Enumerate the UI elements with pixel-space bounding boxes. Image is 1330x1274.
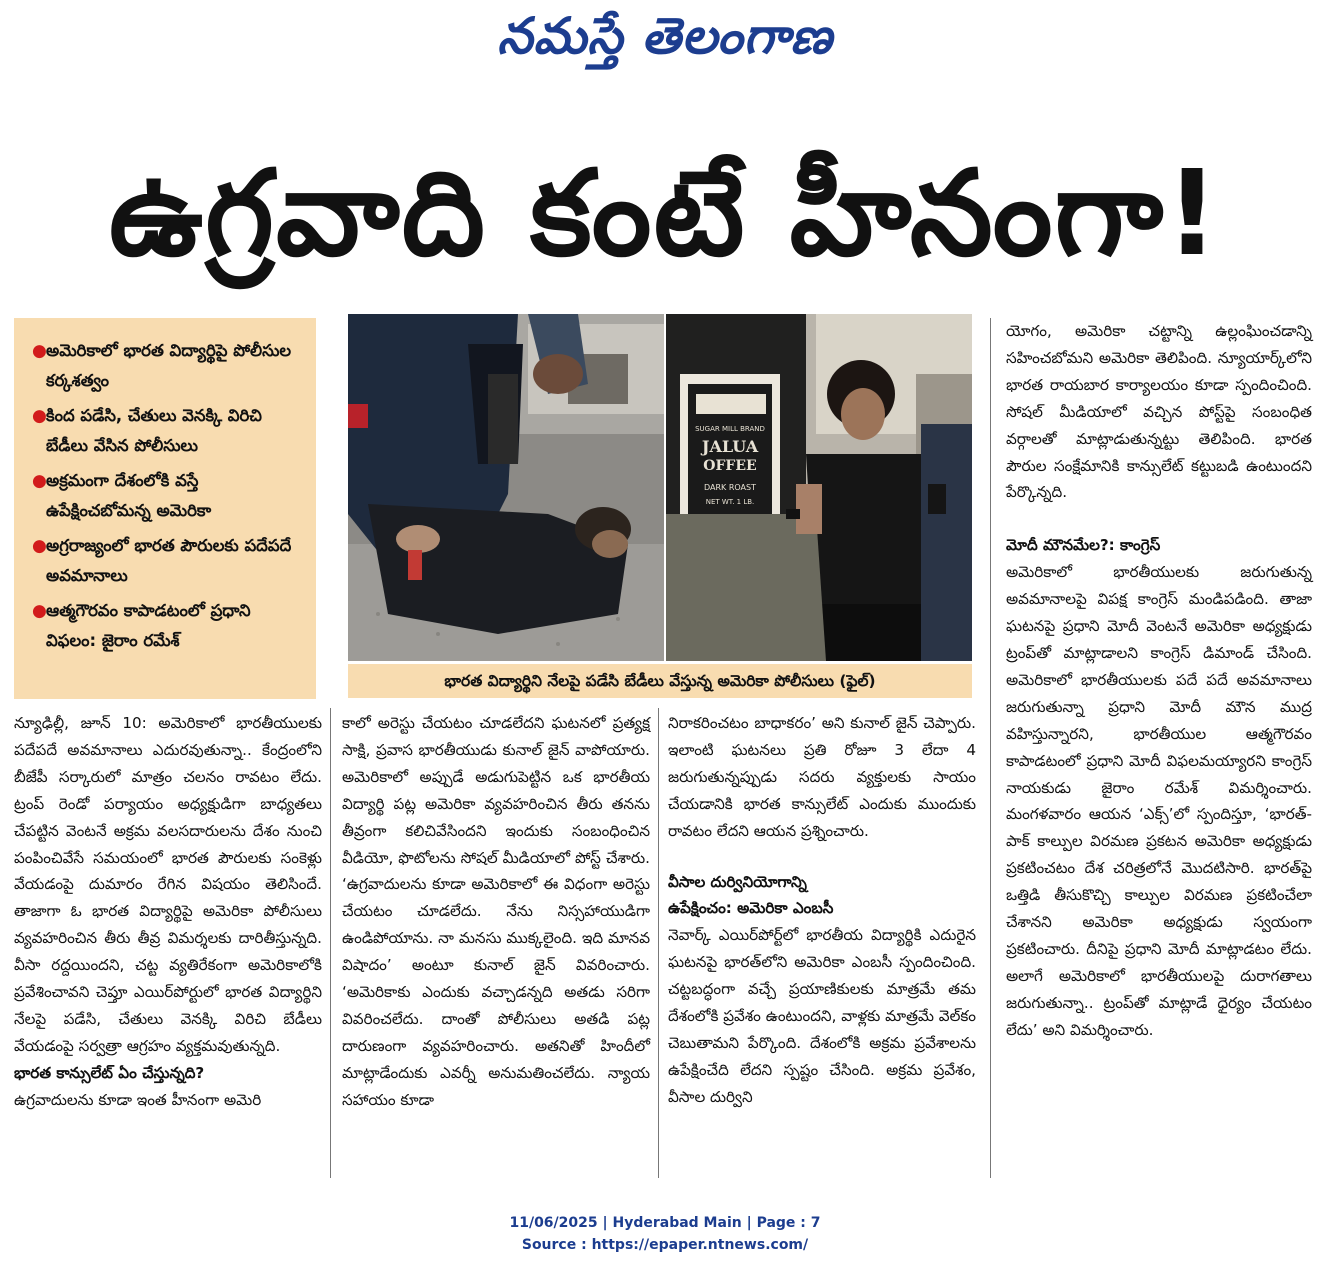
column-divider bbox=[330, 708, 331, 1178]
article-paragraph: నెవార్క్ ఎయిర్‌పోర్ట్‌లో భారతీయ విద్యార్థికి ఎదురైన ఘటనపై భారత్‌లోని అమెరికా ఎంబసీ స్పందించింది. చట్టబద్ధంగా వచ్చే ప్రయాణికులకు మాత్రమే తమ దేశంలోకి ప్రవేశం ఉంటుందని, వాళ్లకు మాత్రమే వెల్‌కం చెబుతామని పేర్కొంది. దేశంలోకి అక్రమ ప్రవేశాలను ఉపేక్షించేది లేదని స్పష్టం చేసింది. అక్రమ ప్రవేశం, వీసాల దుర్విని bbox=[668, 926, 976, 1106]
highlight-text: కింద పడేసి, చేతులు వెనక్కి విరిచి బేడీలు వేసిన పోలీసులు bbox=[46, 406, 262, 455]
news-photo-student-handcuffed bbox=[666, 314, 972, 661]
article-paragraph: నిరాకరించటం బాధాకరం’ అని కునాల్ జైన్ చెప్పారు. ఇలాంటి ఘటనలు ప్రతి రోజూ 3 లేదా 4 జరుగుతున్నప్పుడు సదరు వ్యక్తులకు సాయం చేయడానికి భారత కాన్సులేట్ ఎందుకు ముందుకు రావటం లేదని ఆయన ప్రశ్నించారు. bbox=[668, 714, 976, 840]
bullet-icon: ● bbox=[32, 601, 47, 621]
highlight-item bbox=[32, 401, 306, 461]
highlight-item bbox=[32, 596, 306, 656]
article-paragraph: కాలో అరెస్టు చేయటం చూడలేదని ఘటనలో ప్రత్యక్ష సాక్షి, ప్రవాస భారతీయుడు కునాల్ జైన్ వాపోయారు. అమెరికాలో అప్పుడే అడుగుపెట్టిన ఒక భారతీయ విద్యార్థి పట్ల అమెరికా వ్యవహరించిన తీరు తనను తీవ్రంగా కలిచివేసిందని ఇందుకు సంబంధించిన వీడియో, ఫొటోలను సోషల్ మీడియాలో పోస్ట్ చేశారు. ‘ఉగ్రవాదులను కూడా అమెరికాలో ఈ విధంగా అరెస్టు చేయటం చూడలేదు. నేను నిస్సహాయుడిగా ఉండిపోయాను. నా మనసు ముక్కలైంది. ఇది మానవ విషాదం’ అంటూ కునాల్ జైన్ వివరించారు. ‘అమెరికాకు ఎందుకు వచ్చాడన్నది అతడు సరిగా వివరించలేదు. దాంతో పోలీసులు అతడి పట్ల దారుణంగా వ్యవహరించారు. అతనితో హిందీలో మాట్లాడేందుకు ఎవర్నీ అనుమతించలేదు. న్యాయ సహాయం కూడా bbox=[342, 714, 650, 1109]
article-subheading: భారత కాన్సులేట్ ఏం చేస్తున్నది? bbox=[14, 1063, 205, 1082]
article-subheading: మోదీ మౌనమేల?: కాంగ్రెస్ bbox=[1006, 536, 1161, 555]
page-footer bbox=[0, 1212, 1330, 1256]
bullet-icon: ● bbox=[32, 471, 47, 491]
shirt-print-line: OFFEE bbox=[703, 458, 757, 474]
article-paragraph: అమెరికాలో భారతీయులకు జరుగుతున్న అవమానాలపై విపక్ష కాంగ్రెస్ మండిపడింది. తాజా ఘటనపై ప్రధాని మోదీ వెంటనే అమెరికా అధ్యక్షుడు ట్రంప్‌తో మాట్లాడాలని కాంగ్రెస్ డిమాండ్ చేసింది. అమెరికాలో భారతీయులకు పదే పదే అవమానాలు జరుగుతున్నా ప్రధాని మోదీ మౌన ముద్ర వహిస్తున్నారని, భారతీయుల ఆత్మగౌరవం కాపాడటంలో ప్రధాని మోదీ విఫలమయ్యారని కాంగ్రెస్ నాయకుడు జైరాం రమేశ్ విమర్శించారు. మంగళవారం ఆయన ‘ఎక్స్’లో స్పందిస్తూ, ‘భారత్-పాక్ కాల్పుల విరమణ ప్రకటన అమెరికా అధ్యక్షుడు ప్రకటించటం దేశ చరిత్రలోనే మొదటిసారి. భారత్‌పై ఒత్తిడి తీసుకొచ్చి కాల్పుల విరమణ ప్రకటించేలా చేశానని అమెరికా అధ్యక్షుడు స్వయంగా ప్రకటించారు. దీనిపై ప్రధాని మోదీ మాట్లాడటం లేదు. అలాగే అమెరికాలో భారతీయులపై దురాగతాలు జరుగుతున్నా.. ట్రంప్‌తో మాట్లాడే ధైర్యం చేయటం లేదు’ అని విమర్శించారు. bbox=[1006, 563, 1312, 1039]
article-column-1 bbox=[14, 710, 322, 1114]
highlight-text: అక్రమంగా దేశంలోకి వస్తే ఉపేక్షించబోమన్న అమెరికా bbox=[46, 471, 212, 520]
shirt-print-line: NET WT. 1 LB. bbox=[705, 498, 755, 506]
bullet-icon: ● bbox=[32, 341, 47, 361]
footer-edition-info: 11/06/2025 | Hyderabad Main | Page : 7 bbox=[509, 1215, 821, 1231]
masthead-title: నమస్తే తెలంగాణ bbox=[497, 6, 833, 65]
newspaper-masthead bbox=[0, 6, 1330, 76]
footer-source-link[interactable]: Source : https://epaper.ntnews.com/ bbox=[521, 1237, 809, 1253]
column-divider bbox=[990, 318, 991, 1178]
highlight-item bbox=[32, 466, 306, 526]
shirt-print-line: SUGAR MILL BRAND bbox=[695, 425, 765, 433]
article-paragraph: ఉగ్రవాదులను కూడా ఇంత హీనంగా అమెరి bbox=[14, 1090, 262, 1109]
highlight-text: అమెరికాలో భారత విద్యార్థిపై పోలీసుల కర్కశత్వం bbox=[46, 341, 292, 390]
highlight-item bbox=[32, 531, 306, 591]
shirt-print-line: JALUA bbox=[701, 437, 759, 456]
column-divider bbox=[658, 708, 659, 1178]
highlight-item bbox=[32, 336, 306, 396]
article-column-3 bbox=[668, 710, 976, 1111]
headline: ఉగ్రవాది కంటే హీనంగా! bbox=[108, 144, 1221, 282]
article-column-4 bbox=[1006, 318, 1312, 1044]
article-paragraph: న్యూఢిల్లీ, జూన్ 10: అమెరికాలో భారతీయులకు పదేపదే అవమానాలు ఎదురవుతున్నా.. కేంద్రంలోని బీజేపీ సర్కారులో మాత్రం చలనం రావటం లేదు. ట్రంప్ రెండో పర్యాయం అధ్యక్షుడిగా బాధ్యతలు చేపట్టిన వెంటనే అక్రమ వలసదారులను దేశం నుంచి పంపించివేసే సమయంలో భారత పౌరులకు సంకెళ్లు వేయడంపై దుమారం రేగిన విషయం తెలిసిందే. తాజాగా ఓ భారత విద్యార్థిపై అమెరికా పోలీసులు వ్యవహరించిన తీరు తీవ్ర విమర్శలకు దారితీస్తున్నది. వీసా రద్దయిందని, చట్ట వ్యతిరేకంగా అమెరికాలోకి ప్రవేశించావని చెప్తూ ఎయిర్‌పోర్టులో భారత విద్యార్థిని నేలపై పడేసి, చేతులు వెనక్కి విరిచి బేడీలు వేయడంపై సర్వత్రా ఆగ్రహం వ్యక్తమవుతున్నది. bbox=[14, 714, 322, 1055]
article-paragraph: యోగం, అమెరికా చట్టాన్ని ఉల్లంఘించడాన్ని సహించబోమని అమెరికా తెలిపింది. న్యూయార్క్‌లోని భారత రాయబార కార్యాలయం కూడా స్పందించింది. సోషల్ మీడియాలో వచ్చిన పోస్ట్‌పై సంబంధిత వర్గాలతో మాట్లాడుతున్నట్టు తెలిపింది. భారత పౌరుల సంక్షేమానికి కాన్సులేట్ కట్టుబడి ఉంటుందని పేర్కొన్నది. bbox=[1006, 322, 1312, 502]
highlight-text: ఆత్మగౌరవం కాపాడటంలో ప్రధాని విఫలం: జైరాం రమేశ్ bbox=[46, 601, 251, 650]
article-subheading: వీసాల దుర్వినియోగాన్ని bbox=[668, 872, 807, 891]
news-photo-arrest-floor bbox=[348, 314, 664, 661]
shirt-print-line: DARK ROAST bbox=[704, 483, 756, 492]
bullet-icon: ● bbox=[32, 536, 47, 556]
photo-caption: భారత విద్యార్థిని నేలపై పడేసి బేడీలు వేస్తున్న అమెరికా పోలీసులు (ఫైల్) bbox=[348, 664, 972, 698]
article-subheading: ఉపేక్షించం: అమెరికా ఎంబసీ bbox=[668, 899, 834, 918]
highlight-text: అగ్రరాజ్యంలో భారత పౌరులకు పదేపదే అవమానాలు bbox=[46, 536, 292, 585]
highlights-box bbox=[14, 318, 316, 699]
bullet-icon: ● bbox=[32, 406, 47, 426]
article-column-2 bbox=[342, 710, 650, 1114]
